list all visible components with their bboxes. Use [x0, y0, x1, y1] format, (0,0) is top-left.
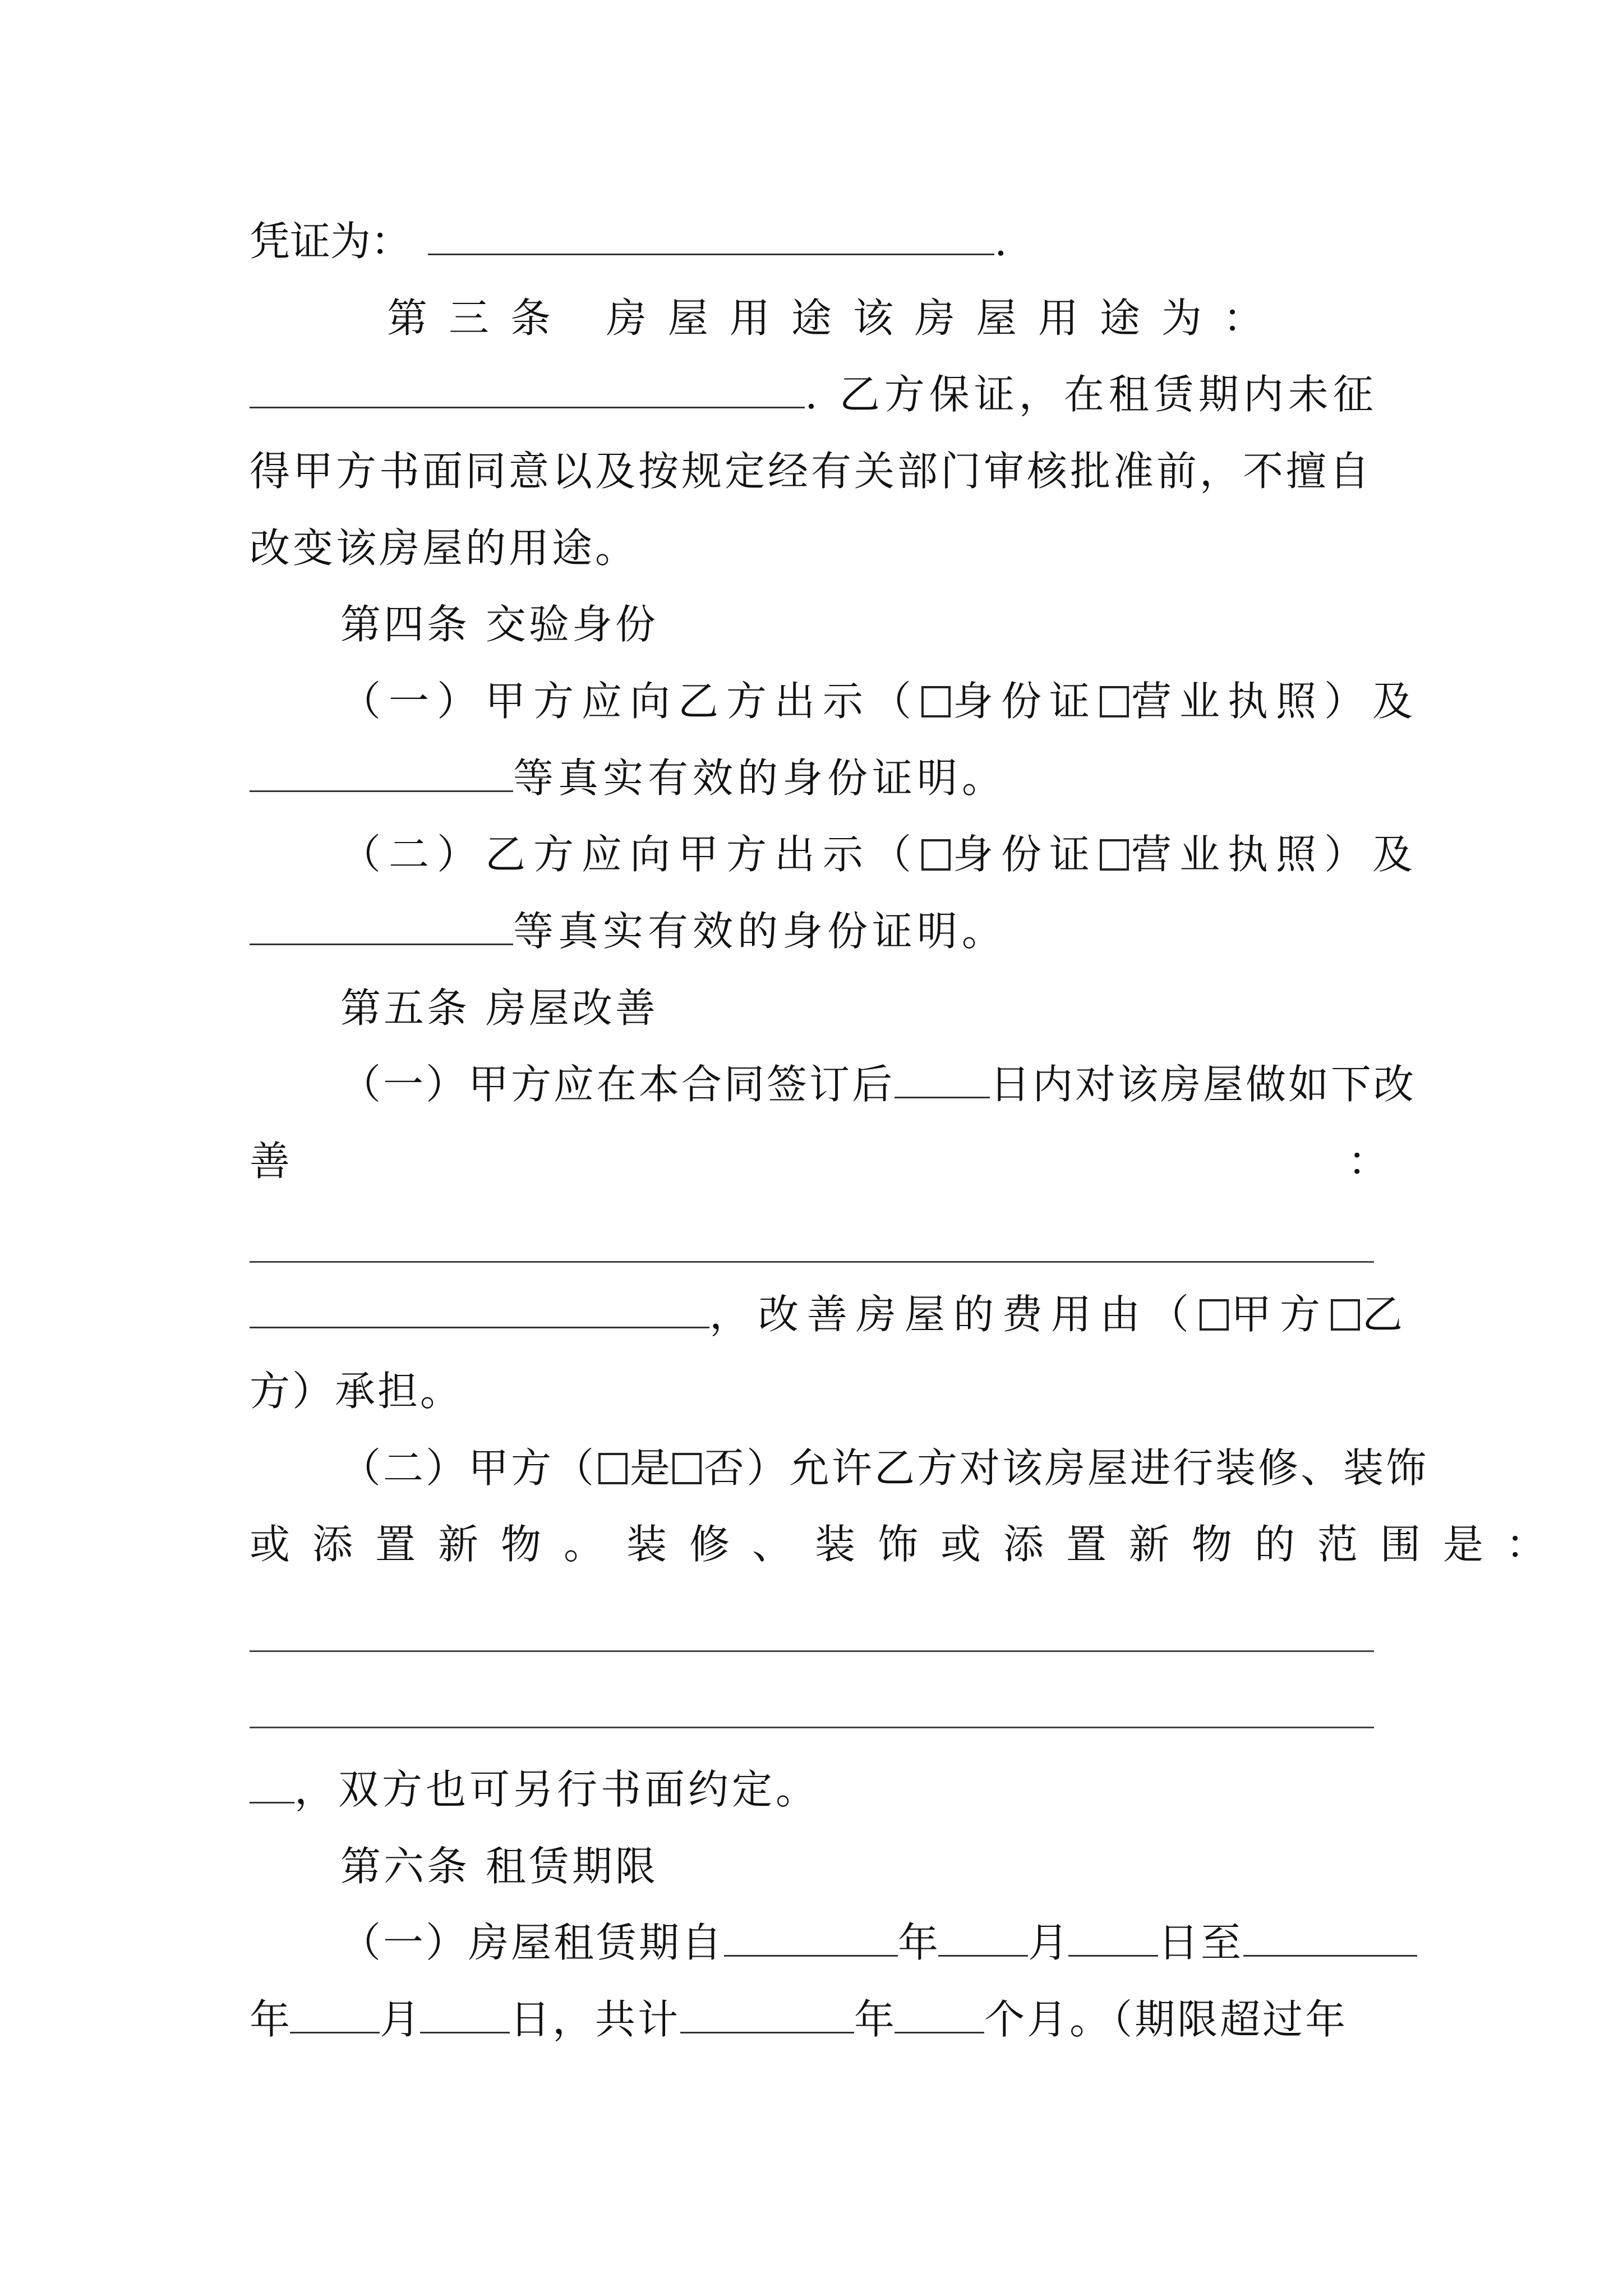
line-lease-end: [250, 1991, 1388, 2047]
improvement-days-text: （一）甲方应在本合同签订后: [340, 1061, 895, 1108]
improvement-blank-line-1[interactable]: [250, 1261, 1374, 1263]
line-party-a-id: [340, 673, 1421, 729]
line-lease-start: [340, 1915, 1388, 1971]
party-b-id-text: （二）乙方应向甲方出示（: [340, 831, 920, 878]
line-decoration-permit: [340, 1440, 1429, 1496]
consent-text: 得甲方书面同意以及按规定经有关部门审核批准前，不擅自: [250, 448, 1373, 495]
decoration-blank-line-2[interactable]: [250, 1727, 1374, 1728]
end-month-label: 月: [380, 1996, 421, 2043]
total-years-blank[interactable]: [680, 1991, 854, 2033]
checkbox-business-license-b[interactable]: [1100, 839, 1129, 871]
line-voucher: [250, 213, 1388, 269]
total-label: 日，共计: [510, 1996, 681, 2043]
start-year-label: 年: [898, 1919, 939, 1966]
decoration-scope-text: 或添置新物。装修、装饰或添置新物的范围是：: [250, 1521, 1569, 1568]
party-b-pays-label: 乙: [1362, 1291, 1403, 1338]
article-6-text: 第六条 租赁期限: [340, 1843, 658, 1890]
article-5-text: 第五条 房屋改善: [340, 984, 658, 1032]
checkbox-party-a-pays[interactable]: [1200, 1299, 1229, 1331]
article-5-heading: [340, 980, 1388, 1036]
start-year-blank[interactable]: [724, 1915, 898, 1957]
article-3-heading: [387, 290, 1388, 346]
improvement-days-text-2: 日内对该房屋做如下改: [990, 1061, 1417, 1108]
line-consent: [250, 443, 1388, 499]
improvement-colon: ：: [1347, 1138, 1388, 1185]
end-month-blank[interactable]: [290, 1991, 380, 2033]
article-4-heading: [340, 596, 1388, 652]
party-b-proof-blank[interactable]: [250, 903, 513, 945]
use-guarantee-text: . 乙方保证，在租赁期内未征: [805, 371, 1378, 418]
total-months-blank[interactable]: [895, 1991, 984, 2033]
improvement-cost-text: ，改善房屋的费用由（: [709, 1291, 1198, 1338]
line-party-b-id: [340, 826, 1421, 882]
lease-end-to-label: 日至: [1158, 1919, 1244, 1966]
voucher-label: 凭证为：: [250, 218, 412, 265]
article-3-text: 第三条 房屋用途该房屋用途为：: [387, 295, 1285, 342]
decoration-permit-text-2: 否）允许乙方对该房屋进行装修、装饰: [704, 1444, 1429, 1492]
line-bear-cost: [250, 1363, 1388, 1419]
line-party-b-proof: [250, 903, 1388, 959]
improvement-blank-line-2[interactable]: [250, 1286, 709, 1328]
end-year-label: 年: [250, 1996, 291, 2043]
article-4-text: 第四条 交验身份: [340, 601, 658, 648]
decoration-blank-line-1[interactable]: [250, 1650, 1374, 1652]
checkbox-yes[interactable]: [598, 1453, 628, 1484]
yes-label: 是: [630, 1444, 671, 1492]
bear-cost-text: 方）承担。: [250, 1368, 463, 1415]
article-6-heading: [340, 1838, 1388, 1894]
decoration-permit-text: （二）甲方（: [340, 1444, 597, 1492]
line-decoration-scope: [250, 1516, 1569, 1572]
voucher-period: .: [994, 218, 1007, 265]
line-written-agreement: [250, 1761, 1388, 1818]
improvement-label: 善: [250, 1138, 291, 1185]
start-month-blank[interactable]: [938, 1915, 1028, 1957]
decoration-blank-end[interactable]: [250, 1761, 294, 1803]
line-use-guarantee: [250, 366, 1388, 422]
change-use-text: 改变该房屋的用途。: [250, 524, 639, 572]
checkbox-id-card-b[interactable]: [921, 839, 951, 871]
lease-start-text: （一）房屋租赁期自: [340, 1919, 725, 1966]
party-b-proof-text: 等真实有效的身份证明。: [513, 908, 1007, 955]
id-card-label-b: 身份证: [953, 831, 1098, 878]
checkbox-no[interactable]: [672, 1453, 702, 1484]
use-blank[interactable]: [250, 366, 805, 408]
start-day-blank[interactable]: [1068, 1915, 1158, 1957]
total-years-label: 年: [854, 1996, 895, 2043]
end-day-blank[interactable]: [420, 1991, 510, 2033]
checkbox-party-b-pays[interactable]: [1331, 1299, 1360, 1331]
checkbox-id-card-a[interactable]: [921, 686, 951, 717]
end-year-blank[interactable]: [1243, 1915, 1417, 1957]
line-improvement-days: [340, 1056, 1417, 1112]
start-month-label: 月: [1028, 1919, 1069, 1966]
id-card-label-a: 身份证: [953, 678, 1098, 725]
improvement-days-blank[interactable]: [895, 1056, 990, 1098]
total-months-text: 个月。（期限超过年: [984, 1996, 1348, 2043]
party-a-proof-text: 等真实有效的身份证明。: [513, 754, 1007, 802]
line-improvement-label: [250, 1133, 1388, 1189]
checkbox-business-license-a[interactable]: [1100, 686, 1129, 717]
written-agreement-text: ，双方也可另行书面约定。: [294, 1766, 820, 1813]
party-a-pays-label: 甲方: [1231, 1291, 1329, 1338]
party-a-id-text: （一）甲方应向乙方出示（: [340, 678, 920, 725]
line-party-a-proof: [250, 750, 1388, 806]
line-change-use: [250, 520, 1388, 576]
line-improvement-cost: [250, 1286, 1403, 1342]
business-license-label-b: 营业执照）及: [1131, 831, 1421, 878]
voucher-blank[interactable]: [428, 213, 994, 255]
business-license-label-a: 营业执照）及: [1131, 678, 1421, 725]
party-a-proof-blank[interactable]: [250, 750, 513, 792]
